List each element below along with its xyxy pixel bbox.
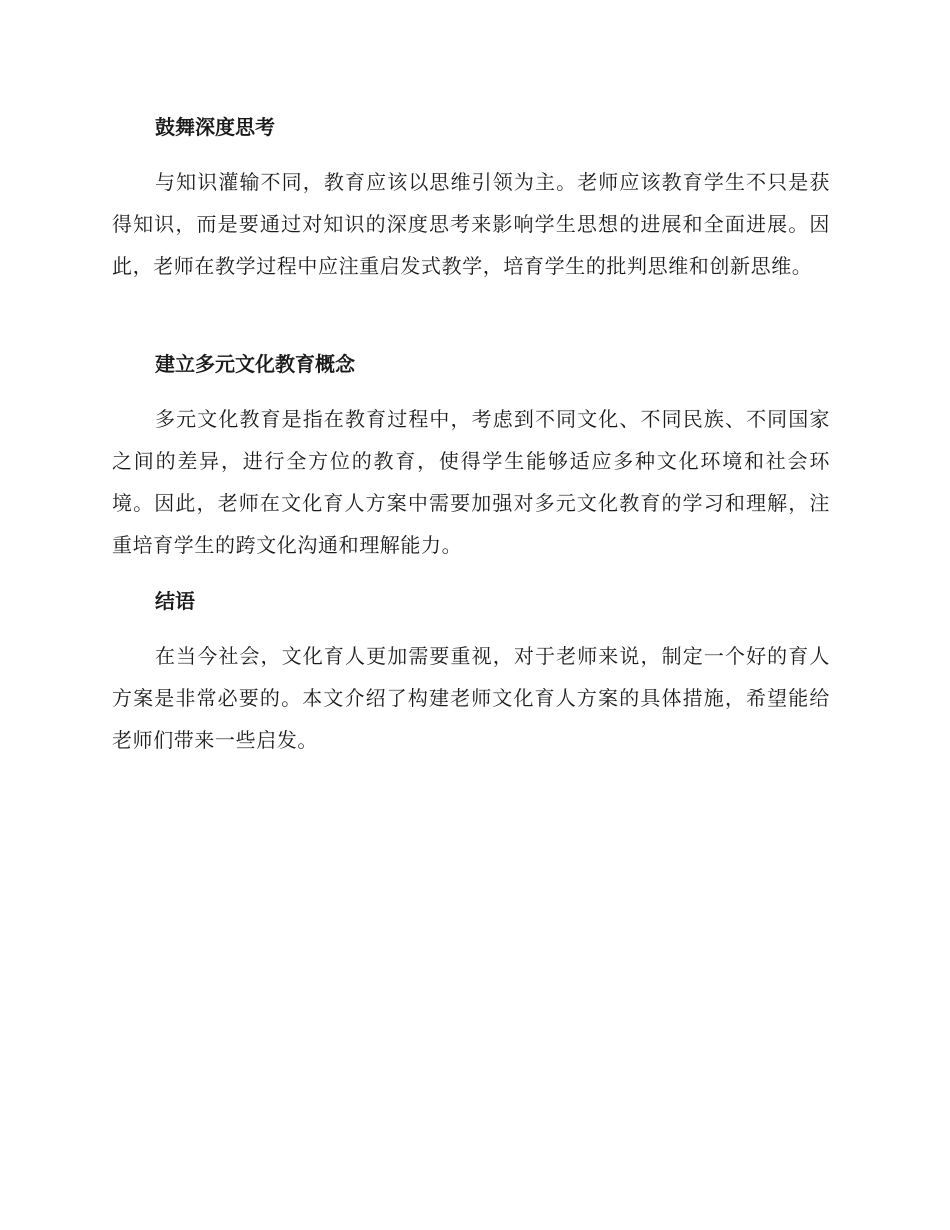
section-multicultural <box>112 350 830 566</box>
section-heading: 建立多元文化教育概念 <box>155 352 355 376</box>
section-paragraph: 多元文化教育是指在教育过程中，考虑到不同文化、不同民族、不同国家之间的差异，进行全方位的教育，使得学生能够适应多种文化环境和社会环境。因此，老师在文化育人方案中需要加强对多元文化教育的学习和理解，注重培育学生的跨文化沟通和理解能力。 <box>112 407 830 557</box>
section-heading: 结语 <box>155 589 195 613</box>
section-paragraph: 与知识灌输不同，教育应该以思维引领为主。老师应该教育学生不只是获得知识，而是要通过对知识的深度思考来影响学生思想的进展和全面进展。因此，老师在教学过程中应注重启发式教学，培育学生的批判思维和创新思维。 <box>112 170 830 278</box>
section-deep-thinking <box>112 113 830 287</box>
section-conclusion <box>112 587 830 761</box>
section-heading: 鼓舞深度思考 <box>155 115 275 139</box>
section-paragraph: 在当今社会，文化育人更加需要重视，对于老师来说，制定一个好的育人方案是非常必要的。本文介绍了构建老师文化育人方案的具体措施，希望能给老师们带来一些启发。 <box>112 644 830 752</box>
